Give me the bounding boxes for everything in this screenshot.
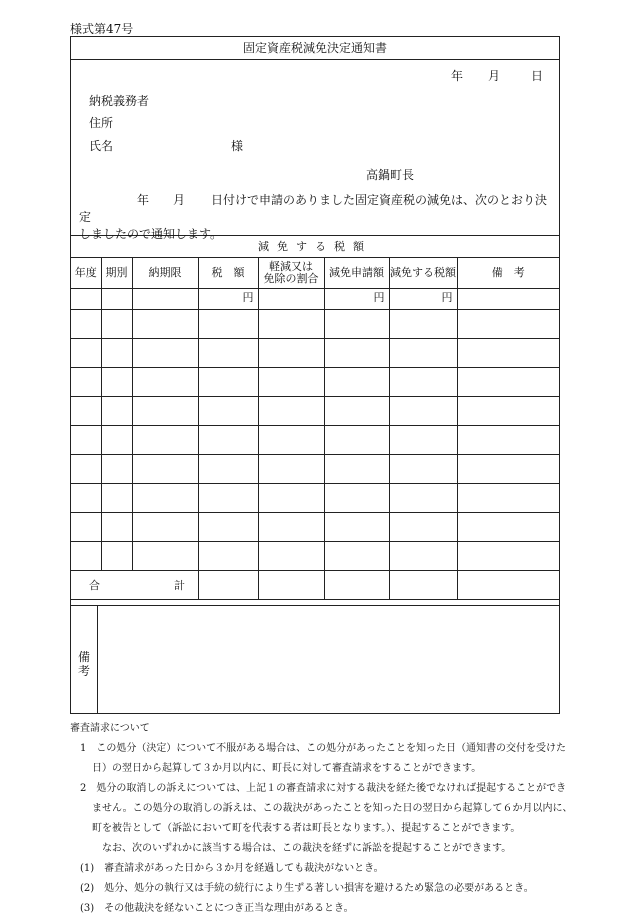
col-requested-amount: 減免申請額 — [324, 258, 389, 289]
table-row — [71, 339, 559, 368]
col-year: 年度 — [71, 258, 101, 289]
unit-yen: 円 — [324, 289, 389, 310]
instruction-sub3: (3) その他裁決を経ないことにつき正当な理由があるとき。 — [80, 903, 354, 914]
taxpayer-label: 納税義務者 — [89, 94, 150, 108]
table-row — [71, 455, 559, 484]
col-tax-amount: 税 額 — [198, 258, 258, 289]
remarks-section — [71, 605, 559, 714]
instruction-item2-line1: 2 処分の取消しの訴えについては、上記１の審査請求に対する裁決を経た後でなければ提起することができ — [80, 783, 567, 794]
instruction-item2-line2: ません。この処分の取消しの訴えは、この裁決があったことを知った日の翌日から起算して６か月以内に、 — [92, 803, 573, 814]
date-year-label: 年 — [451, 69, 464, 83]
unit-yen: 円 — [389, 289, 457, 310]
table-row — [71, 310, 559, 339]
total-label: 合 計 — [71, 571, 198, 600]
notice-line2: しましたので通知します。 — [79, 227, 223, 241]
header-block — [71, 59, 559, 241]
issuer: 高鍋町長 — [366, 168, 415, 182]
col-reduction-ratio: 軽減又は 免除の割合 — [258, 258, 324, 289]
name-label: 氏名 — [89, 139, 114, 153]
notice-month: 月 — [173, 193, 186, 207]
notice-line1: 日付けで申請のありました固定資産税の減免は、次のとおり決定 — [79, 193, 548, 224]
table-caption: 減免する税額 — [71, 235, 559, 258]
table-row — [71, 426, 559, 455]
table-row — [71, 289, 559, 310]
table-row — [71, 542, 559, 571]
col-reduced-amount: 減免する税額 — [389, 258, 457, 289]
table-row — [71, 484, 559, 513]
instructions-heading: 審査請求について — [70, 723, 150, 734]
appeal-instructions — [70, 719, 573, 919]
instruction-item2-line4: なお、次のいずれかに該当する場合は、この裁決を経ずに訴訟を提起することができます。 — [102, 843, 512, 854]
form-frame — [70, 36, 560, 714]
notice-year: 年 — [137, 193, 150, 207]
date-month-label: 月 — [488, 69, 501, 83]
date-day-label: 日 — [531, 69, 544, 83]
instruction-item1-line2: 日）の翌日から起算して３か月以内に、町長に対して審査請求をすることができます。 — [92, 763, 482, 774]
unit-yen: 円 — [198, 289, 258, 310]
document-title: 固定資産税減免決定通知書 — [71, 37, 559, 60]
instruction-item2-line3: 町を被告として（訴訟において町を代表する者は町長となります。）、提起することができます。 — [92, 823, 521, 834]
remarks-label: 備考 — [71, 606, 98, 714]
table-row — [71, 513, 559, 542]
instruction-item1-line1: 1 この処分（決定）について不服がある場合は、この処分があったことを知った日（通知書の交付を受けた — [80, 743, 567, 754]
honorific: 様 — [231, 139, 244, 153]
form-number: 様式第47号 — [70, 22, 134, 36]
instruction-sub2: (2) 処分、処分の執行又は手続の続行により生ずる著しい損害を避けるため緊急の必要があるとき。 — [80, 883, 534, 894]
col-period: 期別 — [101, 258, 132, 289]
table-row — [71, 397, 559, 426]
instruction-sub1: (1) 審査請求があった日から３か月を経過しても裁決がないとき。 — [80, 863, 384, 874]
col-due-date: 納期限 — [132, 258, 198, 289]
table-row — [71, 368, 559, 397]
tax-table — [71, 235, 559, 600]
col-remarks: 備 考 — [457, 258, 559, 289]
table-header-row — [71, 258, 559, 289]
total-row — [71, 571, 559, 600]
address-label: 住所 — [89, 116, 114, 130]
